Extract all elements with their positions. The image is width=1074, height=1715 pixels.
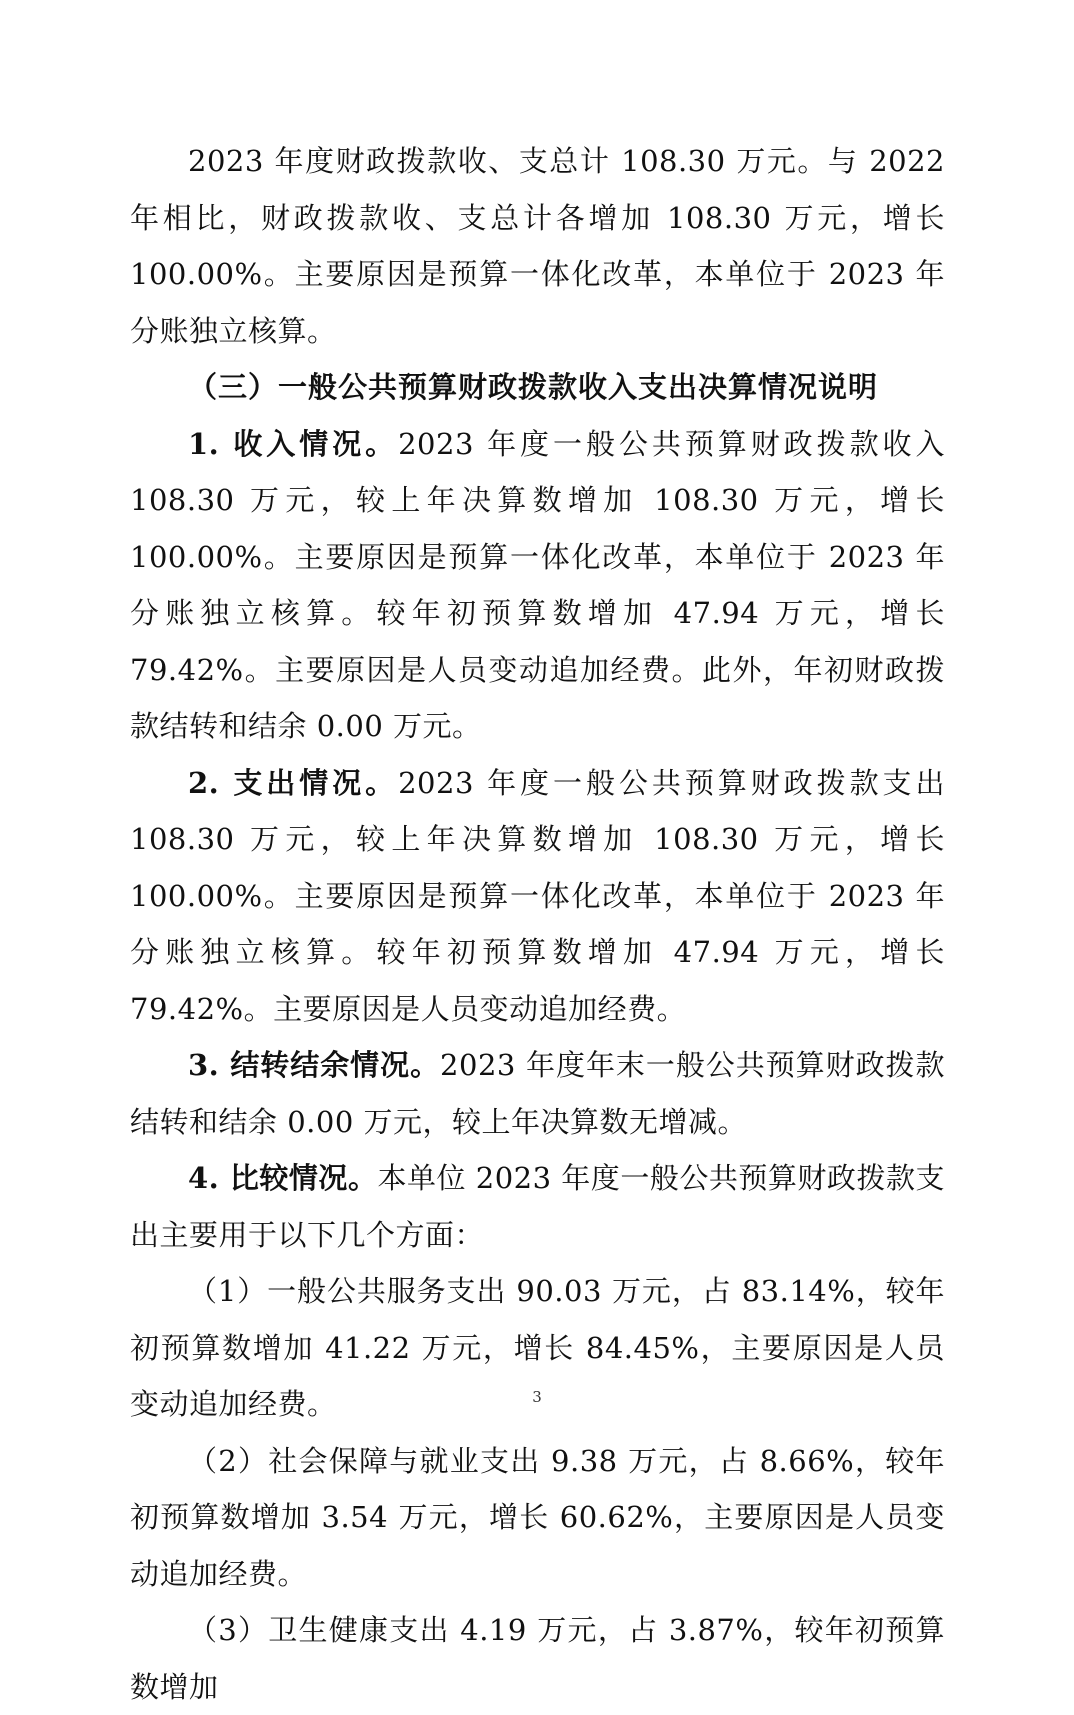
carryover-text: 2023 年度年末一般公共预算财政拨款结转和结余 0.00 万元，较上年决算数无增减。: [130, 1048, 945, 1139]
expenditure-text: 2023 年度一般公共预算财政拨款支出 108.30 万元，较上年决算数增加 108.30 万元，增长 100.00%。主要原因是预算一体化改革，本单位于 2023 年分账独立核算。较年初预算数增加 47.94 万元，增长 79.42%。主要原因是人员变动追加经费。: [130, 765, 945, 1026]
carryover-label: 3. 结转结余情况。: [188, 1048, 441, 1082]
paragraph-comparison: [130, 1150, 945, 1263]
list-item-social-security: （2）社会保障与就业支出 9.38 万元，占 8.66%，较年初预算数增加 3.54 万元，增长 60.62%，主要原因是人员变动追加经费。: [130, 1443, 945, 1591]
list-item-health: （3）卫生健康支出 4.19 万元，占 3.87%，较年初预算数增加: [130, 1613, 945, 1704]
paragraph-expenditure: [130, 755, 945, 1038]
income-text: 2023 年度一般公共预算财政拨款收入 108.30 万元，较上年决算数增加 108.30 万元，增长 100.00%。主要原因是预算一体化改革，本单位于 2023 年分账独立核算。较年初预算数增加 47.94 万元，增长 79.42%。主要原因是人员变动追加经费。此外，年初财政拨款结转和结余 0.00 万元。: [130, 426, 945, 743]
document-body: [130, 133, 945, 1715]
paragraph-total-funding: 2023 年度财政拨款收、支总计 108.30 万元。与 2022 年相比，财政拨款收、支总计各增加 108.30 万元，增长 100.00%。主要原因是预算一体化改革，本单位于 2023 年分账独立核算。: [130, 144, 945, 348]
income-label: 1. 收入情况。: [188, 426, 399, 461]
comparison-label: 4. 比较情况。: [188, 1161, 378, 1195]
paragraph-carryover: [130, 1037, 945, 1150]
page-number: 3: [532, 1388, 542, 1406]
expenditure-label: 2. 支出情况。: [188, 765, 399, 800]
paragraph-income: [130, 416, 945, 755]
list-item-general-services: （1）一般公共服务支出 90.03 万元，占 83.14%，较年初预算数增加 41.22 万元，增长 84.45%，主要原因是人员变动追加经费。: [130, 1274, 945, 1421]
comparison-text: 本单位 2023 年度一般公共预算财政拨款支出主要用于以下几个方面：: [130, 1161, 945, 1252]
section-heading-3: （三）一般公共预算财政拨款收入支出决算情况说明: [188, 370, 879, 404]
